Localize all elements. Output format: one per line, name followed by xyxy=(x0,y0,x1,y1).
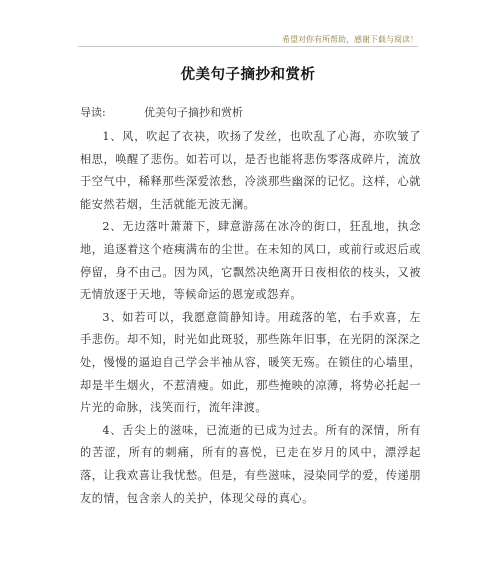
document-body xyxy=(80,126,421,510)
paragraph-4: 4、舌尖上的滋味，已流逝的已成为过去。所有的深情，所有的苦涩，所有的刺痛，所有的喜悦，已走在岁月的风中，漂浮起落，让我欢喜让我忧愁。但是，有些滋味，浸染同学的爱，传递朋友的情，包含亲人的关护，体现父母的真心。 xyxy=(80,423,421,505)
header-divider xyxy=(78,46,418,47)
document-title: 优美句子摘抄和赏析 xyxy=(180,67,316,83)
paragraph-1: 1、风，吹起了衣袂，吹扬了发丝，也吹乱了心海，亦吹皱了相思，唤醒了悲伤。如若可以，是否也能将悲伤零落成碎片，流放于空气中，稀释那些深爱浓愁，冷淡那些幽深的记忆。这样，心就能安然若烟，生活就能无波无澜。 xyxy=(80,130,421,211)
intro-line xyxy=(80,104,243,120)
paragraph-3: 3、如若可以，我愿意简静知诗。用疏落的笔，右手欢喜，左手悲伤。却不知，时光如此斑驳，那些陈年旧事，在光阴的深深之处，慢慢的逼迫自己学会半袖从容，暖笑无殇。在锁住的心墙里，却是半生烟火，不惹清瘦。如此，那些掩映的凉薄，将势必托起一片光的命脉，浅笑而行，流年津渡。 xyxy=(80,310,421,415)
header-note: 希望对你有所帮助，感谢下载与阅读！ xyxy=(282,35,418,44)
intro-text: 优美句子摘抄和赏析 xyxy=(144,106,243,119)
intro-label: 导读: xyxy=(80,106,106,119)
paragraph-2: 2、无边落叶萧萧下，肆意游荡在冰冷的街口，狂乱地，执念地，追逐着这个疮痍满布的尘世。在未知的风口，或前行或迟后或停留，身不由己。因为风，它飘然决绝离开日夜相依的枝头，又被无情放逐于天地，等候命运的恩宠或怨弃。 xyxy=(80,220,421,302)
